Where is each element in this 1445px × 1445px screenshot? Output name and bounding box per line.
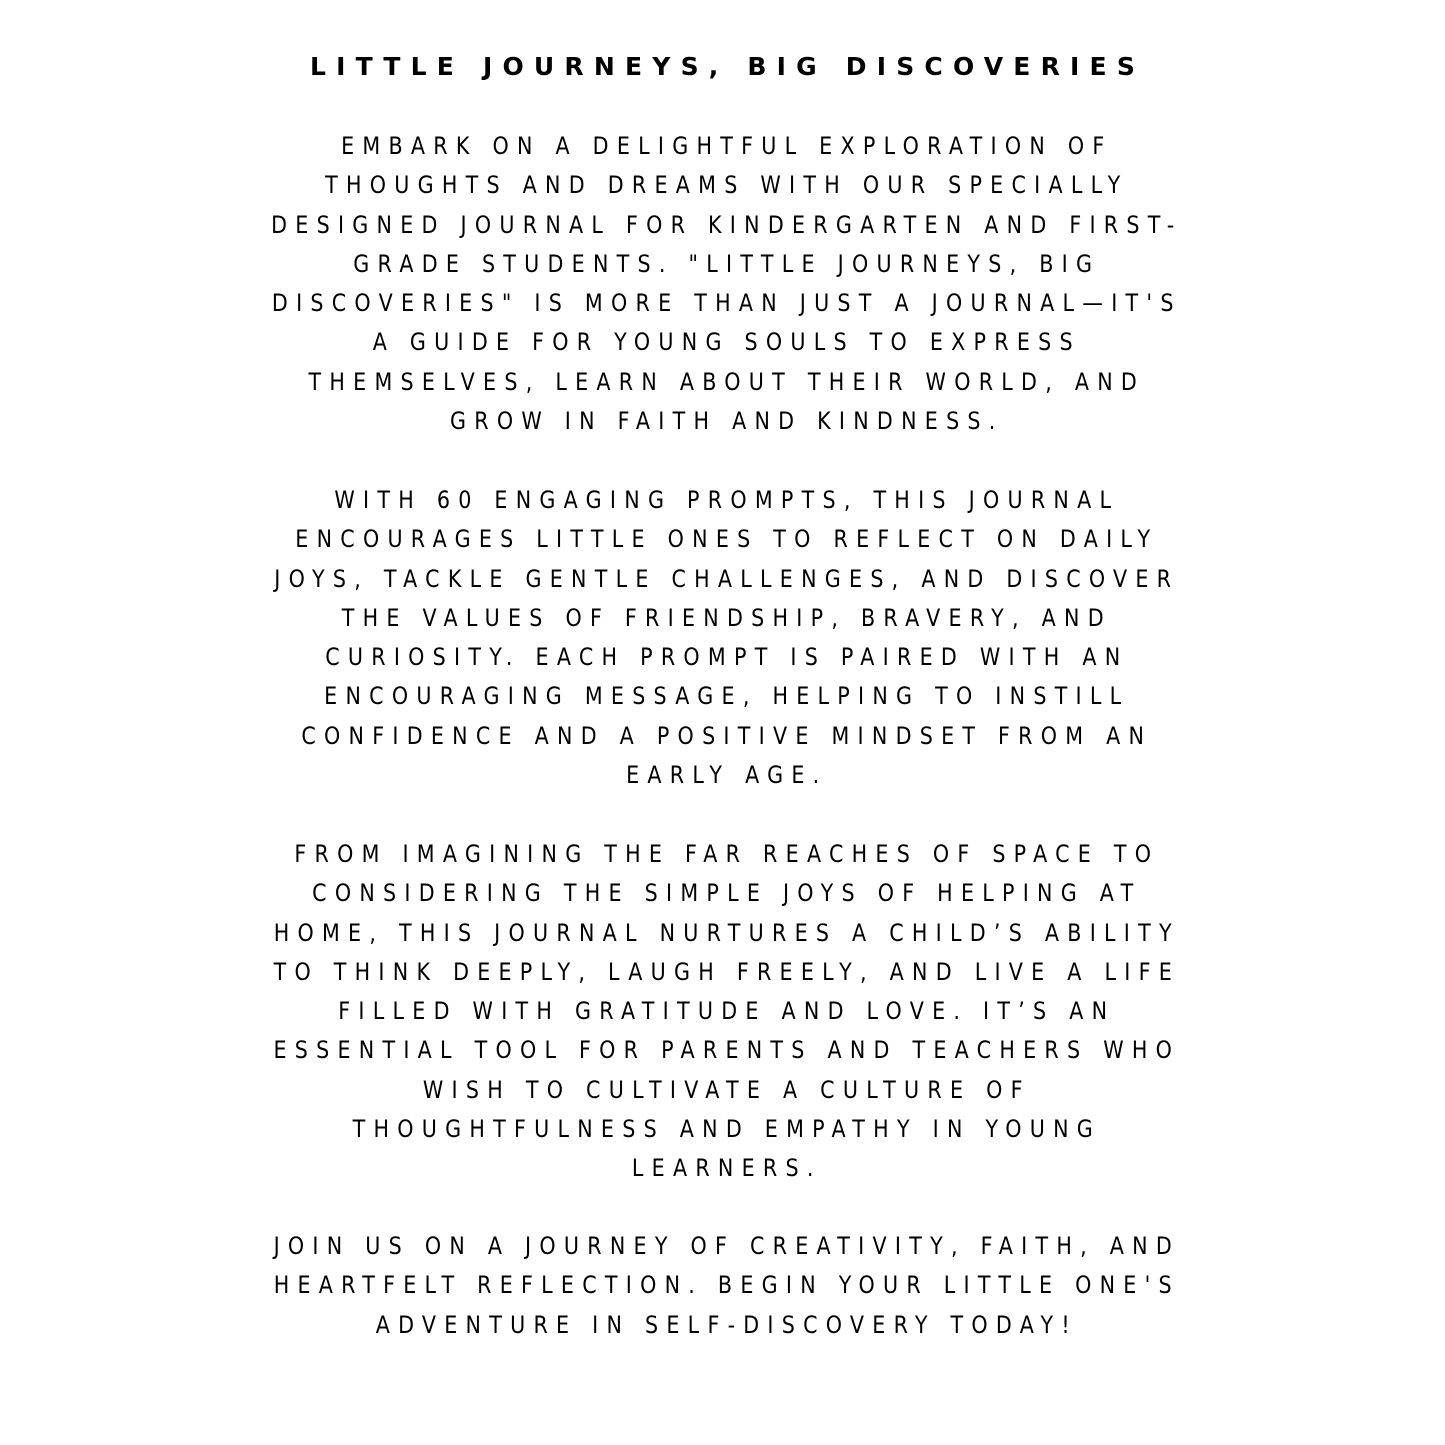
paragraph-line: WITH 60 ENGAGING PROMPTS, THIS JOURNAL (334, 486, 1120, 514)
paragraph-line: DESIGNED JOURNAL FOR KINDERGARTEN AND FIRST- (271, 210, 1183, 239)
paragraph-line: ESSENTIAL TOOL FOR PARENTS AND TEACHERS WHO (273, 1036, 1181, 1065)
paragraph-line: GRADE STUDENTS. "LITTLE JOURNEYS, BIG (353, 249, 1101, 278)
paragraph-call-to-action (0, 1227, 1445, 1345)
paragraph-line: HOME, THIS JOURNAL NURTURES A CHILD’S ABILITY (273, 918, 1180, 947)
paragraph-line: JOYS, TACKLE GENTLE CHALLENGES, AND DISCOVER (274, 564, 1180, 593)
paragraph-line: JOIN US ON A JOURNEY OF CREATIVITY, FAITH, AND (273, 1232, 1181, 1260)
paragraph-line: FILLED WITH GRATITUDE AND LOVE. IT’S AN (338, 997, 1116, 1026)
paragraph-benefits (0, 835, 1445, 1189)
paragraph-line: THEMSELVES, LEARN ABOUT THEIR WORLD, AND (308, 367, 1146, 396)
paragraph-line: GROW IN FAITH AND KINDNESS. (449, 407, 1004, 436)
paragraph-prompts (0, 481, 1445, 795)
paragraph-line: CONFIDENCE AND A POSITIVE MINDSET FROM AN (301, 721, 1153, 750)
paragraph-line: A GUIDE FOR YOUNG SOULS TO EXPRESS (372, 328, 1081, 357)
paragraph-line: ENCOURAGING MESSAGE, HELPING TO INSTILL (324, 682, 1130, 711)
paragraph-line: EMBARK ON A DELIGHTFUL EXPLORATION OF (341, 132, 1113, 160)
paragraph-line: DISCOVERIES" IS MORE THAN JUST A JOURNAL—IT'S (271, 289, 1182, 318)
paragraph-line: CURIOSITY. EACH PROMPT IS PAIRED WITH AN (325, 643, 1129, 672)
paragraph-line: ADVENTURE IN SELF-DISCOVERY TODAY! (375, 1310, 1078, 1339)
paragraph-line: THE VALUES OF FRIENDSHIP, BRAVERY, AND (341, 603, 1112, 632)
document-title: LITTLE JOURNEYS, BIG DISCOVERIES (309, 52, 1146, 81)
paragraph-line: FROM IMAGINING THE FAR REACHES OF SPACE TO (294, 840, 1160, 868)
paragraph-line: TO THINK DEEPLY, LAUGH FREELY, AND LIVE A LIFE (273, 957, 1181, 986)
paragraph-introduction (0, 127, 1445, 441)
paragraph-line: THOUGHTFULNESS AND EMPATHY IN YOUNG (352, 1115, 1102, 1144)
paragraph-line: ENCOURAGES LITTLE ONES TO REFLECT ON DAILY (295, 525, 1159, 554)
paragraph-line: HEARTFELT REFLECTION. BEGIN YOUR LITTLE ONE'S (273, 1271, 1180, 1300)
paragraph-line: WISH TO CULTIVATE A CULTURE OF (422, 1075, 1031, 1104)
paragraph-line: THOUGHTS AND DREAMS WITH OUR SPECIALLY (325, 171, 1129, 200)
paragraph-line: EARLY AGE. (626, 761, 828, 790)
paragraph-line: LEARNERS. (631, 1154, 822, 1183)
paragraph-line: CONSIDERING THE SIMPLE JOYS OF HELPING AT (312, 879, 1142, 908)
